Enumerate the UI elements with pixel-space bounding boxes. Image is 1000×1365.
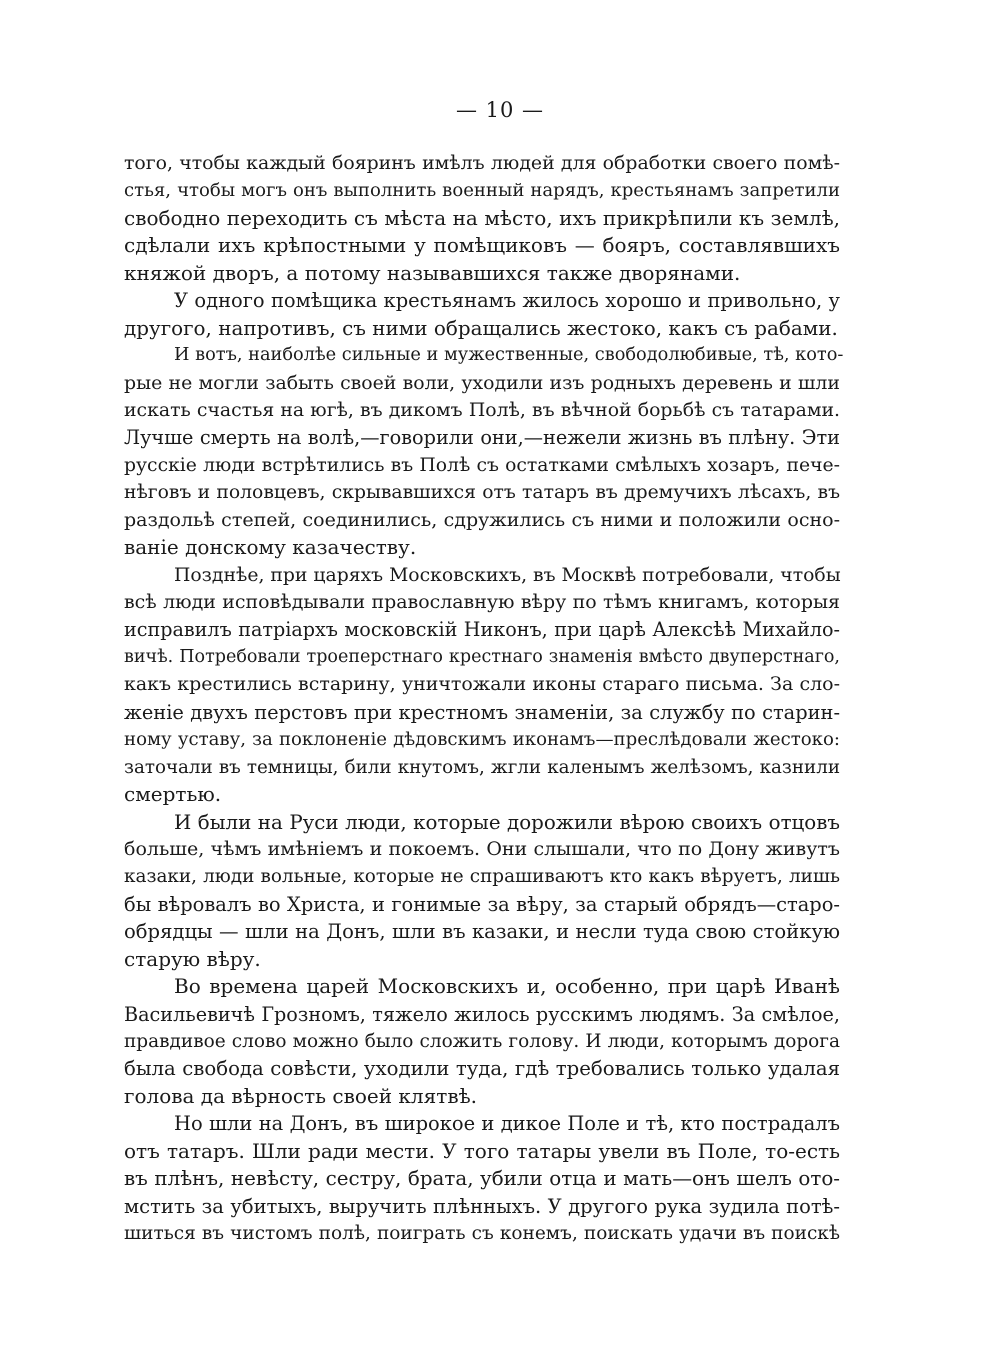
text-line: старую вѣру.	[124, 946, 261, 971]
page-number: — 10 —	[455, 98, 545, 122]
text-line: русскіе люди встрѣтились въ Полѣ съ остатками смѣлыхъ хозаръ, пече-	[124, 454, 840, 476]
text-line: стья, чтобы могъ онъ выполнить военный нарядъ, крестьянамъ запретили	[124, 180, 840, 202]
text-line: Позднѣе, при царяхъ Московскихъ, въ Москвѣ потребовали, чтобы	[174, 564, 841, 586]
text-line: отъ татаръ. Шли ради мести. У того татары увели въ Поле, то-есть	[124, 1138, 840, 1163]
text-line: сдѣлали ихъ крѣпостными у помѣщиковъ — бояръ, составлявшихъ	[124, 233, 840, 258]
text-line: шиться въ чистомъ полѣ, поиграть съ конемъ, поискать удачи въ поискѣ	[124, 1223, 840, 1245]
text-line: голова да вѣрность своей клятвѣ.	[124, 1083, 477, 1108]
text-line: въ плѣнъ, невѣсту, сестру, брата, убили отца и мать—онъ шелъ ото-	[124, 1167, 840, 1191]
text-line: всѣ люди исповѣдывали православную вѣру по тѣмъ книгамъ, которыя	[124, 591, 840, 613]
text-line: казаки, люди вольные, которые не спрашиваютъ кто какъ вѣруетъ, лишь	[124, 866, 840, 888]
text-line: раздольѣ степей, соединились, сдружились съ ними и положили осно-	[124, 508, 840, 531]
text-line: Лучше смерть на волѣ,—говорили они,—нежели жизнь въ плѣну. Эти	[124, 426, 840, 450]
text-line: ваніе донскому казачеству.	[124, 535, 417, 560]
text-line: исправилъ патріархъ московскій Никонъ, при царѣ Алексѣѣ Михайло-	[124, 618, 840, 642]
body-text	[124, 150, 844, 1248]
text-line: Во времена царей Московскихъ и, особенно, при царѣ Иванѣ	[174, 974, 840, 999]
text-line: княжой дворъ, а потому называвшихся также дворянами.	[124, 260, 741, 285]
text-line: Васильевичѣ Грозномъ, тяжело жилось русскимъ людямъ. За смѣлое,	[124, 1002, 840, 1026]
text-line: была свобода совѣсти, уходили туда, гдѣ требовались только удалая	[124, 1057, 840, 1081]
text-line: свободно переходить съ мѣста на мѣсто, ихъ прикрѣпили къ землѣ,	[124, 205, 840, 230]
text-line: мстить за убитыхъ, выручить плѣнныхъ. У другого рука зудила потѣ-	[124, 1194, 840, 1218]
text-line: больше, чѣмъ имѣніемъ и покоемъ. Они слышали, что по Дону живутъ	[124, 837, 840, 860]
text-line: обрядцы — шли на Донъ, шли въ казаки, и несли туда свою стойкую	[124, 920, 840, 944]
text-line: другого, напротивъ, съ ними обращались жестоко, какъ съ рабами.	[124, 316, 838, 340]
text-line: нѣговъ и половцевъ, скрывавшихся отъ татаръ въ дремучихъ лѣсахъ, въ	[124, 482, 840, 504]
text-line: искать счастья на югѣ, въ дикомъ Полѣ, въ вѣчной борьбѣ съ татарами.	[124, 399, 840, 421]
text-line: У одного помѣщика крестьянамъ жилось хорошо и привольно, у	[174, 289, 840, 313]
text-line: женіе двухъ перстовъ при крестномъ знаменіи, за службу по старин-	[124, 700, 840, 724]
text-line: того, чтобы каждый бояринъ имѣлъ людей для обработки своего помѣ-	[124, 152, 840, 174]
text-line: вичѣ. Потребовали троеперстнаго крестнаго знаменія вмѣсто двуперстнаго,	[124, 646, 840, 667]
text-line: ному уставу, за поклоненіе дѣдовскимъ иконамъ—преслѣдовали жестоко:	[124, 729, 840, 751]
text-line: какъ крестились встарину, уничтожали иконы стараго письма. За сло-	[124, 673, 840, 696]
text-line: рые не могли забыть своей воли, уходили изъ родныхъ деревень и шли	[124, 371, 840, 394]
text-line: бы вѣровалъ во Христа, и гонимые за вѣру, за старый обрядъ—старо-	[124, 892, 840, 916]
text-line: правдивое слово можно было сложить голову. И люди, которымъ дорога	[124, 1031, 840, 1052]
text-line: И вотъ, наиболѣе сильные и мужественные, свободолюбивые, тѣ, кото-	[174, 345, 844, 366]
text-line: смертью.	[124, 782, 222, 807]
text-line: И были на Руси люди, которые дорожили вѣрою своихъ отцовъ	[174, 810, 840, 834]
text-line: Но шли на Донъ, въ широкое и дикое Поле и тѣ, кто пострадалъ	[174, 1112, 840, 1136]
text-line: заточали въ темницы, били кнутомъ, жгли каленымъ желѣзомъ, казнили	[124, 756, 840, 778]
